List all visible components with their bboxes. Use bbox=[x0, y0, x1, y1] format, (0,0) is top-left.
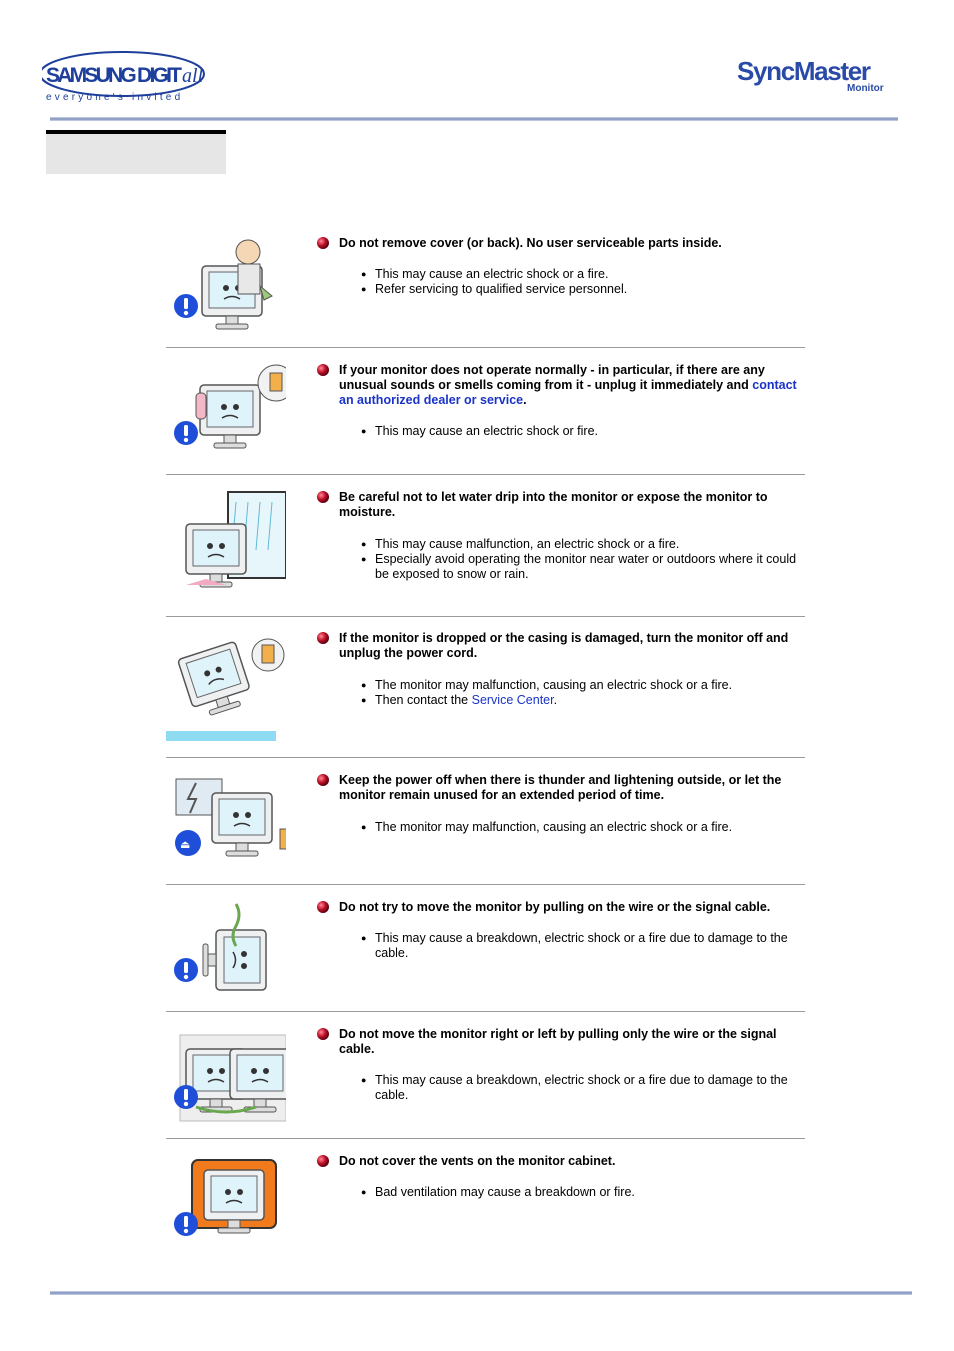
item-bullets bbox=[361, 424, 801, 439]
service-center-link[interactable]: Service Center bbox=[471, 693, 554, 707]
svg-text:SAMSUNG DIGIT: SAMSUNG DIGIT bbox=[46, 64, 182, 87]
svg-text:⏏: ⏏ bbox=[180, 839, 191, 851]
red-bullet-icon bbox=[316, 363, 330, 377]
item-divider bbox=[166, 1138, 805, 1139]
svg-text:everyone's invited: everyone's invited bbox=[46, 92, 184, 103]
list-item: ● The monitor may malfunction, causing an electric shock or a fire. bbox=[361, 678, 801, 693]
thunder-unplug-illustration bbox=[166, 773, 286, 883]
list-item: ● This may cause an electric shock or fire. bbox=[361, 424, 801, 439]
list-item: ● This may cause malfunction, an electric shock or a fire. bbox=[361, 537, 801, 552]
svg-text:Monitor: Monitor bbox=[847, 83, 884, 92]
section-tab bbox=[46, 130, 226, 174]
header-divider bbox=[50, 117, 898, 121]
item-divider bbox=[166, 474, 805, 475]
item-heading: Do not move the monitor right or left by pulling only the wire or the signal cable. bbox=[339, 1027, 777, 1056]
remove-cover-illustration bbox=[166, 236, 286, 346]
item-divider bbox=[166, 1011, 805, 1012]
pull-sideways-illustration bbox=[166, 1027, 286, 1137]
cover-vents-illustration bbox=[166, 1154, 286, 1264]
item-bullets bbox=[361, 820, 801, 835]
list-item: ● This may cause a breakdown, electric shock or a fire due to damage to the cable. bbox=[361, 1073, 801, 1103]
footer-divider bbox=[50, 1291, 912, 1295]
bullet-text: Then contact the bbox=[375, 693, 469, 707]
item-heading: Do not cover the vents on the monitor cabinet. bbox=[339, 1154, 616, 1168]
red-bullet-icon bbox=[316, 631, 330, 645]
heading-text: If your monitor does not operate normally - in particular, if there are any unusual sounds or smells coming from it - unplug it immediately and bbox=[339, 363, 765, 392]
list-item: ● The monitor may malfunction, causing an electric shock or a fire. bbox=[361, 820, 801, 835]
item-divider bbox=[166, 347, 805, 348]
item-heading: Do not remove cover (or back). No user serviceable parts inside. bbox=[339, 236, 722, 250]
list-item: ● This may cause an electric shock or a fire. bbox=[361, 267, 801, 282]
pull-wire-illustration bbox=[166, 900, 286, 1010]
heading-tail: . bbox=[523, 393, 527, 407]
red-bullet-icon bbox=[316, 236, 330, 250]
red-bullet-icon bbox=[316, 1154, 330, 1168]
dealer-service-link[interactable]: contact an authorized dealer or service bbox=[339, 378, 797, 407]
bullet-tail: . bbox=[553, 693, 558, 707]
red-bullet-icon bbox=[316, 490, 330, 504]
item-heading: Be careful not to let water drip into the monitor or expose the monitor to moisture. bbox=[339, 490, 768, 519]
item-divider bbox=[166, 616, 805, 617]
list-item: ● Especially avoid operating the monitor near water or outdoors where it could be exposed to snow or rain. bbox=[361, 552, 801, 582]
item-bullets bbox=[361, 678, 801, 708]
samsung-digitall-logo bbox=[42, 48, 214, 104]
item-heading: If the monitor is dropped or the casing is damaged, turn the monitor off and unplug the power cord. bbox=[339, 631, 789, 660]
item-heading bbox=[339, 363, 805, 408]
dropped-monitor-illustration bbox=[166, 631, 286, 741]
item-heading: Do not try to move the monitor by pulling on the wire or the signal cable. bbox=[339, 900, 771, 914]
list-item bbox=[361, 693, 801, 708]
unplug-illustration bbox=[166, 363, 286, 473]
list-item: ● Bad ventilation may cause a breakdown or fire. bbox=[361, 1185, 801, 1200]
item-divider bbox=[166, 884, 805, 885]
syncmaster-logo bbox=[735, 54, 895, 92]
item-bullets bbox=[361, 931, 801, 961]
water-moisture-illustration bbox=[166, 490, 286, 600]
item-bullets bbox=[361, 267, 801, 297]
item-bullets bbox=[361, 1185, 801, 1200]
list-item: ● Refer servicing to qualified service personnel. bbox=[361, 282, 801, 297]
item-heading: Keep the power off when there is thunder and lightening outside, or let the monitor remain unused for an extended period of time. bbox=[339, 773, 782, 802]
item-bullets bbox=[361, 1073, 801, 1103]
list-item: ● This may cause a breakdown, electric shock or a fire due to damage to the cable. bbox=[361, 931, 801, 961]
red-bullet-icon bbox=[316, 900, 330, 914]
svg-text:all: all bbox=[182, 65, 204, 87]
svg-text:SyncMaster: SyncMaster bbox=[737, 56, 871, 86]
red-bullet-icon bbox=[316, 1027, 330, 1041]
item-bullets bbox=[361, 537, 801, 582]
red-bullet-icon bbox=[316, 773, 330, 787]
item-divider bbox=[166, 757, 805, 758]
